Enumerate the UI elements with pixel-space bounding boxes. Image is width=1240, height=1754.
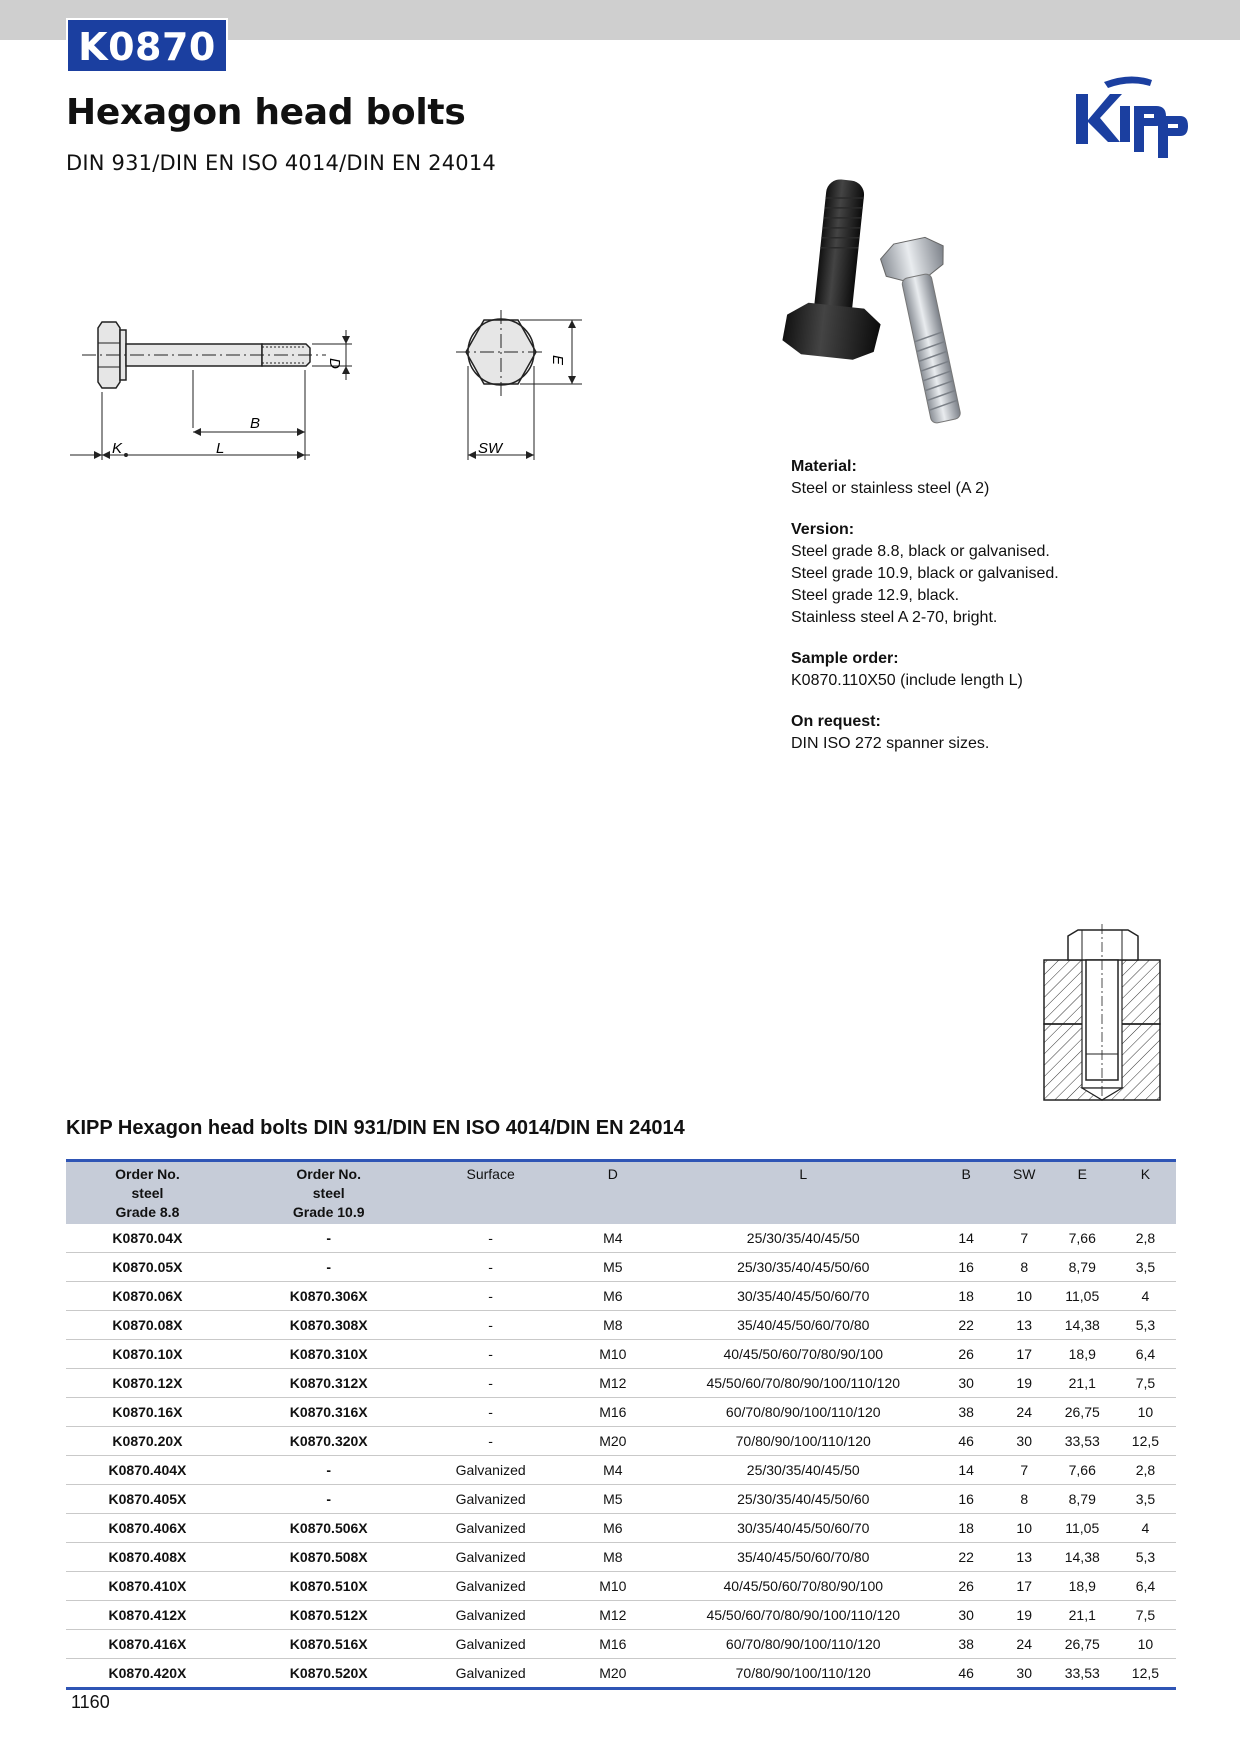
cell-order-no-8-8: K0870.412X [66,1601,229,1630]
cell-e: 14,38 [1050,1543,1115,1572]
cell-e: 21,1 [1050,1369,1115,1398]
cell-e: 14,38 [1050,1311,1115,1340]
cell-e: 26,75 [1050,1630,1115,1659]
property-sample-order: Sample order: K0870.110X50 (include length L) [791,650,1023,689]
cell-k: 3,5 [1115,1253,1176,1282]
col-header-b: B [934,1161,999,1225]
cell-k: 12,5 [1115,1427,1176,1456]
cell-l: 60/70/80/90/100/110/120 [673,1398,934,1427]
cell-k: 5,3 [1115,1543,1176,1572]
cell-surface: - [429,1398,553,1427]
cell-b: 46 [934,1427,999,1456]
cell-k: 4 [1115,1514,1176,1543]
cell-surface: - [429,1282,553,1311]
table-row [66,1514,1176,1543]
table-row [66,1369,1176,1398]
cell-l: 70/80/90/100/110/120 [673,1427,934,1456]
cell-k: 10 [1115,1630,1176,1659]
cell-b: 16 [934,1485,999,1514]
cell-sw: 10 [999,1282,1050,1311]
product-table [66,1159,1176,1690]
cell-order-no-8-8: K0870.16X [66,1398,229,1427]
cell-surface: Galvanized [429,1659,553,1689]
dim-label-d: D [326,358,343,369]
cell-k: 5,3 [1115,1311,1176,1340]
table-row [66,1601,1176,1630]
cell-order-no-8-8: K0870.410X [66,1572,229,1601]
cell-sw: 8 [999,1253,1050,1282]
cell-e: 18,9 [1050,1572,1115,1601]
cell-order-no-8-8: K0870.420X [66,1659,229,1689]
cell-l: 45/50/60/70/80/90/100/110/120 [673,1601,934,1630]
cell-surface: Galvanized [429,1456,553,1485]
cell-k: 6,4 [1115,1340,1176,1369]
col-header-l: L [673,1161,934,1225]
cell-d: M16 [553,1630,673,1659]
dim-label-k: K [112,440,123,457]
cell-surface: Galvanized [429,1601,553,1630]
cell-e: 8,79 [1050,1485,1115,1514]
cell-order-no-10-9: K0870.320X [229,1427,429,1456]
col-header-surface: Surface [429,1161,553,1225]
col-header-k: K [1115,1161,1176,1225]
cell-sw: 7 [999,1456,1050,1485]
table-row [66,1398,1176,1427]
cell-e: 18,9 [1050,1340,1115,1369]
table-row [66,1427,1176,1456]
cell-order-no-10-9: K0870.510X [229,1572,429,1601]
cell-l: 40/45/50/60/70/80/90/100 [673,1572,934,1601]
cell-order-no-8-8: K0870.416X [66,1630,229,1659]
dim-label-l: L [216,440,225,457]
cell-b: 30 [934,1601,999,1630]
cell-order-no-10-9: K0870.512X [229,1601,429,1630]
cell-e: 7,66 [1050,1224,1115,1253]
cell-surface: Galvanized [429,1572,553,1601]
cell-surface: Galvanized [429,1630,553,1659]
cell-order-no-10-9: K0870.508X [229,1543,429,1572]
cell-d: M16 [553,1398,673,1427]
cell-order-no-10-9: - [229,1224,429,1253]
dim-label-e: E [549,355,566,366]
cell-order-no-8-8: K0870.06X [66,1282,229,1311]
cell-order-no-10-9: - [229,1485,429,1514]
cell-b: 30 [934,1369,999,1398]
cell-b: 46 [934,1659,999,1689]
cell-d: M10 [553,1572,673,1601]
cell-order-no-10-9: - [229,1253,429,1282]
cell-sw: 17 [999,1572,1050,1601]
cell-sw: 24 [999,1630,1050,1659]
cell-l: 30/35/40/45/50/60/70 [673,1282,934,1311]
product-properties [791,456,1191,774]
installation-section-drawing [1038,924,1162,1104]
col-header-d: D [553,1161,673,1225]
cell-sw: 8 [999,1485,1050,1514]
cell-d: M6 [553,1514,673,1543]
table-row [66,1572,1176,1601]
product-code-badge: K0870 [66,18,228,73]
dim-label-sw: SW [478,440,503,457]
cell-surface: Galvanized [429,1543,553,1572]
cell-k: 10 [1115,1398,1176,1427]
cell-d: M4 [553,1456,673,1485]
cell-sw: 10 [999,1514,1050,1543]
cell-d: M6 [553,1282,673,1311]
table-row [66,1340,1176,1369]
col-header-order-no-8-8: Order No. steel Grade 8.8 [66,1161,229,1225]
dim-label-b: B [250,415,261,432]
cell-b: 26 [934,1340,999,1369]
cell-b: 22 [934,1311,999,1340]
cell-order-no-8-8: K0870.10X [66,1340,229,1369]
cell-d: M8 [553,1543,673,1572]
cell-b: 16 [934,1253,999,1282]
kipp-logo [1070,72,1190,162]
cell-l: 45/50/60/70/80/90/100/110/120 [673,1369,934,1398]
cell-d: M5 [553,1485,673,1514]
property-material: Material: Steel or stainless steel (A 2) [791,458,990,497]
col-header-order-no-10-9: Order No. steel Grade 10.9 [229,1161,429,1225]
cell-b: 38 [934,1630,999,1659]
cell-b: 18 [934,1514,999,1543]
cell-surface: - [429,1340,553,1369]
cell-sw: 13 [999,1543,1050,1572]
cell-e: 11,05 [1050,1514,1115,1543]
cell-b: 22 [934,1543,999,1572]
cell-k: 6,4 [1115,1572,1176,1601]
page-number: 1160 [71,1692,110,1712]
cell-order-no-8-8: K0870.08X [66,1311,229,1340]
cell-d: M10 [553,1340,673,1369]
cell-k: 4 [1115,1282,1176,1311]
cell-order-no-8-8: K0870.405X [66,1485,229,1514]
cell-b: 38 [934,1398,999,1427]
property-on-request: On request: DIN ISO 272 spanner sizes. [791,713,990,752]
table-row [66,1224,1176,1253]
cell-b: 14 [934,1456,999,1485]
cell-d: M20 [553,1659,673,1689]
table-row [66,1253,1176,1282]
table-row [66,1311,1176,1340]
table-header-row [66,1161,1176,1225]
cell-order-no-10-9: K0870.516X [229,1630,429,1659]
cell-d: M8 [553,1311,673,1340]
cell-order-no-10-9: K0870.310X [229,1340,429,1369]
cell-order-no-8-8: K0870.12X [66,1369,229,1398]
table-row [66,1543,1176,1572]
cell-surface: - [429,1369,553,1398]
cell-order-no-8-8: K0870.05X [66,1253,229,1282]
cell-d: M20 [553,1427,673,1456]
page-subtitle: DIN 931/DIN EN ISO 4014/DIN EN 24014 [66,151,496,175]
cell-e: 33,53 [1050,1659,1115,1689]
cell-l: 40/45/50/60/70/80/90/100 [673,1340,934,1369]
bolt-product-illustration [780,170,980,430]
cell-surface: Galvanized [429,1485,553,1514]
cell-order-no-10-9: K0870.316X [229,1398,429,1427]
cell-l: 25/30/35/40/45/50 [673,1456,934,1485]
cell-sw: 17 [999,1340,1050,1369]
cell-sw: 30 [999,1659,1050,1689]
cell-surface: - [429,1427,553,1456]
cell-l: 35/40/45/50/60/70/80 [673,1543,934,1572]
table-row [66,1630,1176,1659]
cell-order-no-8-8: K0870.408X [66,1543,229,1572]
cell-surface: Galvanized [429,1514,553,1543]
table-row [66,1282,1176,1311]
cell-k: 2,8 [1115,1224,1176,1253]
cell-l: 25/30/35/40/45/50/60 [673,1253,934,1282]
cell-l: 25/30/35/40/45/50/60 [673,1485,934,1514]
cell-l: 30/35/40/45/50/60/70 [673,1514,934,1543]
table-row [66,1485,1176,1514]
col-header-sw: SW [999,1161,1050,1225]
table-row [66,1456,1176,1485]
cell-e: 33,53 [1050,1427,1115,1456]
cell-sw: 24 [999,1398,1050,1427]
cell-order-no-8-8: K0870.20X [66,1427,229,1456]
col-header-e: E [1050,1161,1115,1225]
cell-e: 26,75 [1050,1398,1115,1427]
cell-order-no-8-8: K0870.04X [66,1224,229,1253]
cell-b: 14 [934,1224,999,1253]
cell-e: 7,66 [1050,1456,1115,1485]
cell-sw: 19 [999,1601,1050,1630]
cell-order-no-10-9: K0870.506X [229,1514,429,1543]
cell-order-no-10-9: - [229,1456,429,1485]
cell-b: 18 [934,1282,999,1311]
cell-l: 35/40/45/50/60/70/80 [673,1311,934,1340]
cell-order-no-10-9: K0870.312X [229,1369,429,1398]
cell-d: M12 [553,1601,673,1630]
cell-order-no-10-9: K0870.308X [229,1311,429,1340]
cell-sw: 7 [999,1224,1050,1253]
cell-l: 60/70/80/90/100/110/120 [673,1630,934,1659]
cell-sw: 19 [999,1369,1050,1398]
page-title: Hexagon head bolts [66,92,466,133]
cell-surface: - [429,1253,553,1282]
cell-k: 2,8 [1115,1456,1176,1485]
cell-surface: - [429,1311,553,1340]
cell-e: 21,1 [1050,1601,1115,1630]
cell-d: M4 [553,1224,673,1253]
cell-d: M12 [553,1369,673,1398]
table-title: KIPP Hexagon head bolts DIN 931/DIN EN ISO 4014/DIN EN 24014 [66,1117,685,1139]
cell-order-no-10-9: K0870.306X [229,1282,429,1311]
cell-sw: 30 [999,1427,1050,1456]
cell-order-no-8-8: K0870.406X [66,1514,229,1543]
cell-surface: - [429,1224,553,1253]
cell-order-no-8-8: K0870.404X [66,1456,229,1485]
cell-d: M5 [553,1253,673,1282]
cell-sw: 13 [999,1311,1050,1340]
cell-order-no-10-9: K0870.520X [229,1659,429,1689]
cell-k: 7,5 [1115,1601,1176,1630]
cell-e: 8,79 [1050,1253,1115,1282]
bolt-head-top-view-drawing [436,300,586,470]
table-row [66,1659,1176,1689]
cell-b: 26 [934,1572,999,1601]
cell-e: 11,05 [1050,1282,1115,1311]
cell-l: 25/30/35/40/45/50 [673,1224,934,1253]
cell-k: 3,5 [1115,1485,1176,1514]
cell-l: 70/80/90/100/110/120 [673,1659,934,1689]
cell-k: 12,5 [1115,1659,1176,1689]
bolt-side-view-drawing [70,300,370,470]
property-version: Version: Steel grade 8.8, black or galvanised. Steel grade 10.9, black or galvanised. Steel grade 12.9, black. Stainless steel A 2-70, bright. [791,521,1059,626]
cell-k: 7,5 [1115,1369,1176,1398]
